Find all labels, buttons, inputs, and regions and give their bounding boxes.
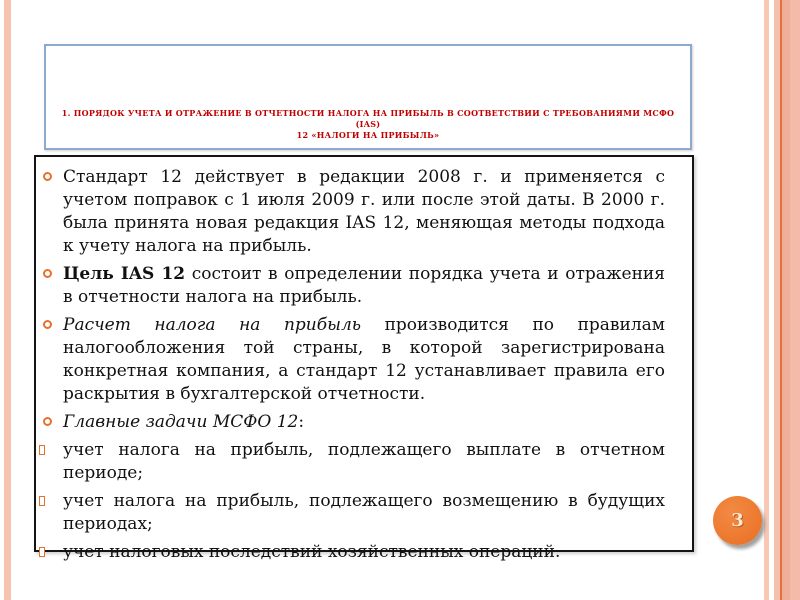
list-item-lead: Расчет налога на прибыль (63, 315, 362, 335)
bullet-circle-icon (43, 172, 52, 181)
list-item-text: производится по правилам налогообложения той страны, в которой зарегистрирована конкретная компания, а стандарт 12 устанавливает правила его раскрытия в бухгалтерской отчетности. (63, 315, 665, 404)
bullet-square-icon (39, 445, 45, 455)
list-item-text: учет налога на прибыль, подлежащего выплате в отчетном периоде; (63, 440, 665, 483)
list-item-text: учет налоговых последствий хозяйственных операций. (63, 542, 561, 562)
list-item-text: Стандарт 12 действует в редакции 2008 г. и применяется с учетом поправок с 1 июля 2009 г. или после этой даты. В 2000 г. была принята новая редакция IAS 12, меняющая методы подхода к учету налога на прибыль. (63, 167, 665, 256)
bullet-circle-icon (43, 269, 52, 278)
slide-title-line1: 1. ПОРЯДОК УЧЕТА И ОТРАЖЕНИЕ В ОТЧЕТНОСТИ НАЛОГА НА ПРИБЫЛЬ В СООТВЕТСТВИИ С ТРЕБОВАНИЯМИ МСФО (IAS) (61, 108, 675, 129)
list-item (36, 314, 692, 406)
list-item-text: состоит в определении порядка учета и отражения в отчетности налога на прибыль. (63, 264, 665, 307)
bullet-circle-icon (43, 417, 52, 426)
bullet-square-icon (39, 547, 45, 557)
right-edge-stripe-band (774, 0, 800, 600)
list-item (36, 439, 692, 485)
list-item (36, 263, 692, 309)
page-number-badge (713, 496, 762, 545)
bullet-square-icon (39, 496, 45, 506)
list-item-lead: Главные задачи МСФО 12 (63, 412, 299, 432)
list-item (36, 411, 692, 434)
page-number: 3 (731, 510, 744, 531)
list-item-text: учет налога на прибыль, подлежащего возмещению в будущих периодах; (63, 491, 665, 534)
list-item (36, 166, 692, 258)
bullet-circle-icon (43, 320, 52, 329)
right-edge-thin-stripe (764, 0, 769, 600)
slide-title-box (44, 44, 692, 150)
list-item (36, 541, 692, 564)
list-item-text: : (298, 412, 305, 432)
list-item-lead: Цель IAS 12 (63, 264, 186, 284)
left-edge-stripe (4, 0, 11, 600)
slide-content-box (34, 155, 694, 562)
list-item (36, 490, 692, 536)
slide-title-line2: 12 «НАЛОГИ НА ПРИБЫЛЬ» (296, 130, 440, 140)
